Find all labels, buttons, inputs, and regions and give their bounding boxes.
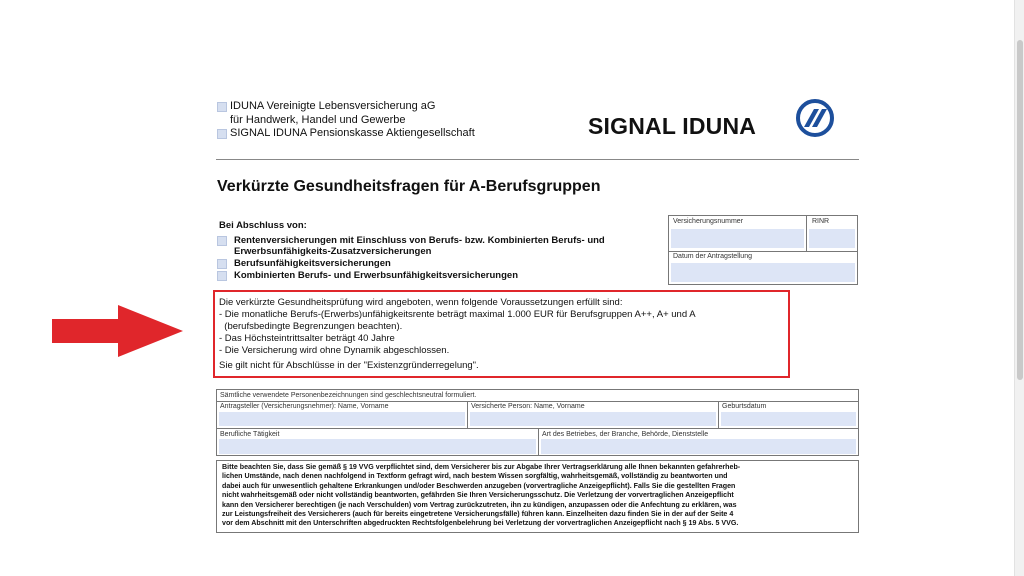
company-option-iduna: IDUNA Vereinigte Lebensversicherung aG — [230, 100, 436, 112]
legal-text — [222, 463, 854, 529]
notice-line-4: - Das Höchsteintrittsalter beträgt 40 Jahre — [219, 333, 395, 344]
persons-col-divider-3 — [538, 428, 539, 456]
rinr-label: RINR — [812, 218, 830, 225]
versicherungsnummer-label: Versicherungsnummer — [673, 218, 744, 225]
company-option-pensionskasse: SIGNAL IDUNA Pensionskasse Aktiengesellschaft — [230, 127, 475, 139]
side-vertical-divider — [806, 215, 807, 251]
company-checkbox-pensionskasse[interactable] — [217, 129, 227, 139]
antragsteller-label: Antragsteller (Versicherungsnehmer): Name, Vorname — [220, 403, 389, 410]
notice-line-2: - Die monatliche Berufs-(Erwerbs)unfähigkeitsrente beträgt maximal 1.000 EUR für Berufsgruppen A++, A+ und A — [219, 309, 696, 320]
vertical-scrollbar[interactable] — [1014, 0, 1024, 576]
option-rentenversicherung: Rentenversicherungen mit Einschluss von Berufs- bzw. Kombinierten Berufs- und — [234, 235, 605, 246]
rinr-field[interactable] — [809, 229, 855, 248]
scrollbar-thumb[interactable] — [1017, 40, 1023, 380]
red-arrow-icon — [52, 305, 184, 357]
notice-line-6: Sie gilt nicht für Abschlüsse in der "Existenzgründerregelung". — [219, 360, 479, 371]
option-checkbox-kombiniert[interactable] — [217, 271, 227, 281]
geburtsdatum-field[interactable] — [721, 412, 856, 426]
notice-line-5: - Die Versicherung wird ohne Dynamik abgeschlossen. — [219, 345, 450, 356]
legal-line: dabei auch für unwesentlich gehaltene Erkrankungen und/oder Beschwerden anzugeben (vorvertragliche Anzeigepflicht). Falls Sie die gestellten Fragen — [222, 481, 736, 490]
company-option-iduna-sub: für Handwerk, Handel und Gewerbe — [230, 114, 406, 126]
antragsteller-field[interactable] — [219, 412, 465, 426]
legal-line: zur Leistungsfreiheit des Versicherers (auch für bereits eingetretene Versicherungsfälle) führen kann. Einzelheiten dazu finden Sie in der auf der Seite 4 — [222, 510, 734, 519]
header-divider — [216, 159, 859, 160]
abschluss-heading: Bei Abschluss von: — [219, 220, 307, 231]
option-bu: Berufsunfähigkeitsversicherungen — [234, 258, 391, 269]
legal-line: Bitte beachten Sie, dass Sie gemäß § 19 VVG verpflichtet sind, dem Versicherer bis zur Abgabe Ihrer Vertragserklärung alle Ihnen bekannten gefahrerheb- — [222, 463, 741, 471]
geburtsdatum-label: Geburtsdatum — [722, 403, 767, 410]
legal-line: kann den Versicherer berechtigen (je nach Verschulden) vom Vertrag zurückzutreten, ihn zu kündigen, anzupassen oder die Anfechtung zu erklären, was — [222, 500, 737, 509]
persons-note: Sämtliche verwendete Personenbezeichnungen sind geschlechtsneutral formuliert. — [220, 392, 477, 399]
page-title: Verkürzte Gesundheitsfragen für A-Berufsgruppen — [217, 178, 601, 195]
taetigkeit-field[interactable] — [219, 439, 536, 454]
versicherte-field[interactable] — [470, 412, 716, 426]
signal-iduna-logo-icon — [795, 98, 835, 138]
side-horizontal-divider — [668, 251, 858, 252]
persons-col-divider-1 — [467, 401, 468, 428]
legal-line: nicht wahrheitsgemäß oder nicht vollständig beantworten, gefährden Sie Ihren Versicherungsschutz. Die Verletzung der vorvertraglichen Anzeigepflicht — [222, 491, 734, 500]
option-checkbox-rentenversicherung[interactable] — [217, 236, 227, 246]
company-checkbox-iduna[interactable] — [217, 102, 227, 112]
option-kombiniert: Kombinierten Berufs- und Erwerbsunfähigkeitsversicherungen — [234, 270, 518, 281]
taetigkeit-label: Berufliche Tätigkeit — [220, 431, 280, 438]
betrieb-label: Art des Betriebes, der Branche, Behörde, Dienststelle — [542, 431, 709, 438]
persons-divider-1 — [216, 401, 859, 402]
betrieb-field[interactable] — [541, 439, 856, 454]
persons-col-divider-2 — [718, 401, 719, 428]
versicherungsnummer-field[interactable] — [671, 229, 804, 248]
datum-label: Datum der Antragstellung — [673, 253, 752, 260]
option-checkbox-bu[interactable] — [217, 259, 227, 269]
option-rentenversicherung-cont: Erwerbsunfähigkeits-Zusatzversicherungen — [234, 246, 432, 257]
notice-line-1: Die verkürzte Gesundheitsprüfung wird angeboten, wenn folgende Voraussetzungen erfüllt sind: — [219, 297, 623, 308]
versicherte-label: Versicherte Person: Name, Vorname — [471, 403, 585, 410]
legal-line: vor dem Abschnitt mit den Unterschriften abgedruckten Rechtsfolgenbelehrung bei Verletzung der vorvertraglichen Anzeigepflicht nach § 19 Abs. 5 VVG. — [222, 519, 739, 528]
notice-line-3: (berufsbedingte Begrenzungen beachten). — [219, 321, 403, 332]
brand-wordmark: SIGNAL IDUNA — [588, 113, 757, 139]
datum-field[interactable] — [671, 263, 855, 282]
legal-line: lichen Umstände, nach denen nachfolgend in Textform gefragt wird, nach bestem Wissen sorgfältig, wahrheitsgemäß, vollständig zu beantworten und — [222, 472, 728, 481]
